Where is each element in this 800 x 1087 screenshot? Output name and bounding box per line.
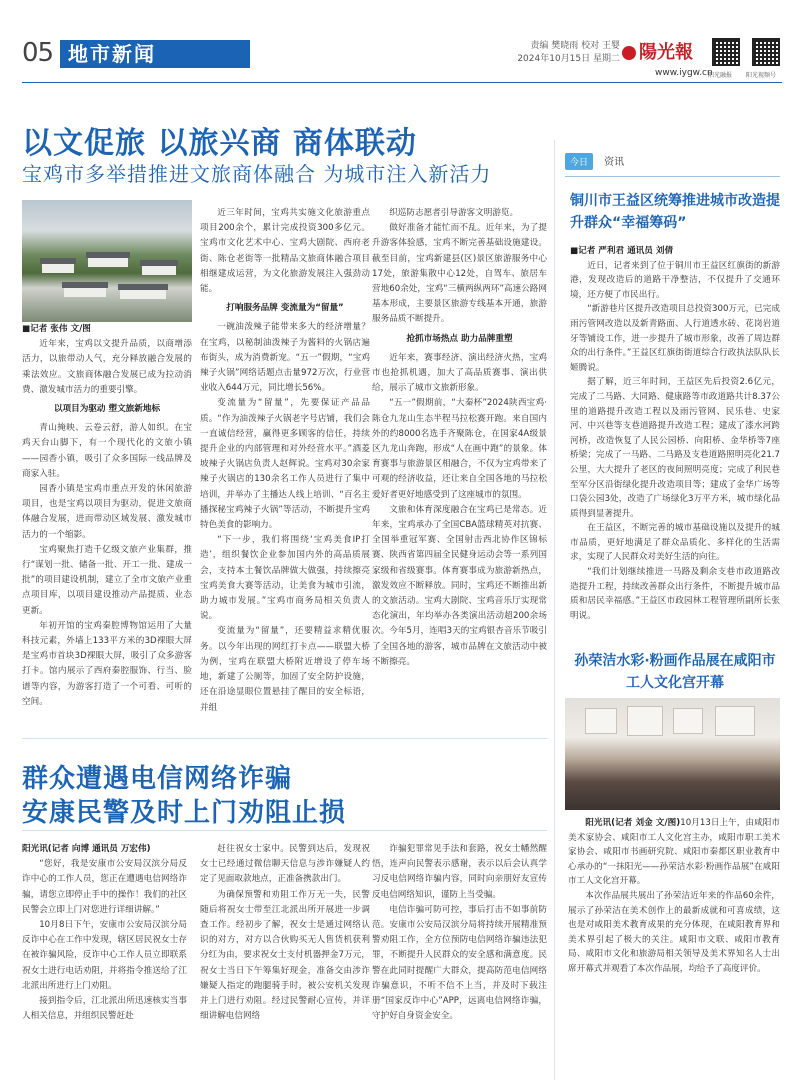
paragraph: 年初开馆的宝鸡秦腔博物馆运用了大量科技元素，外墙上133平方米的3D裸眼大屏是宝鸡市首块3D裸眼大屏，吸引了众多游客打卡。馆内展示了西府秦腔服饰、行当、脸谱等内容，为游客打造了一个可看、可听的空间。 xyxy=(22,620,192,707)
right-divider xyxy=(565,176,780,177)
byline: ■记者 张伟 文/图 xyxy=(22,324,91,334)
paragraph: 据了解，近三年时间，王益区先后投资2.6亿元，完成了二马路、大同路、健康路等市政道路共计8.37公里的道路提升改造工程以及雨污管网、民乐巷、史家河、中兴巷等支巷道路提升改造工程；建成了漆水河跨河桥，改造恢复了人民公园桥、向阳桥、金华桥等7座桥梁；完成了一马路、二马路及支巷道路照明亮化21.7公里，大大提升了老区的夜间照明亮度；完成了利民巷至军分区沿街绿化提升改造项目等；建成了金华广场等口袋公园3处，改造了广场绿化3万平方米，城市绿化品质得到显著提升。 xyxy=(570,377,780,519)
qr-code-icon[interactable] xyxy=(752,38,780,66)
article1-column-2 xyxy=(200,206,370,716)
paragraph: 一碗油泼辣子能带来多大的经济增量？在宝鸡，以秘制油泼辣子为酱料的火锅店遍布街头，成为消费新宠。“五一”假期，“宝鸡辣子火锅”网络话题点击量972万次，行业营业收入644万元，同比增长56%。 xyxy=(200,322,370,394)
paragraph: 变流量为“留量”，还要精益求精优服务。以今年出现的网红打卡点——联盟大桥为例，宝鸡在联盟大桥附近增设了停车场地，新建了公厕等，加固了安全防护设施，还在沿途显眼位置悬挂了醒目的安全标语，并组 xyxy=(200,626,370,713)
article-divider xyxy=(22,830,547,831)
article-divider xyxy=(22,738,547,739)
paragraph: 为确保预警和劝阻工作万无一失，民警随后将祝女士带至江北派出所开展进一步调查工作。经初步了解，祝女士是通过网络认识的对方，对方以合伙购买无人售货机获利分红为由，要求祝女士支付机器押金7万元，祝女士当日下午筹集好现金，准备交由涉诈嫌疑人指定的跑腿骑手时，被公安机关发现并上门进行劝阻。经过民警耐心宣传，并详细讲解电信网络 xyxy=(200,889,370,1022)
paragraph: “我们计划继续推进一马路及剩余支巷市政道路改造提升工程，持续改善群众出行条件，不断提升城市品质和居民幸福感。”王益区市政园林工程管理所副所长张明说。 xyxy=(570,567,780,621)
qr-code-icon[interactable] xyxy=(712,38,740,66)
paragraph: 接到指令后，江北派出所迅速核实当事人相关信息，并组织民警赶赴 xyxy=(22,996,187,1022)
paragraph: “您好，我是安康市公安局汉滨分局反诈中心的工作人员，您正在遭遇电信网络诈骗，请您立即停止手中的操作！我们的社区民警会立即上门对您进行详细讲解。” xyxy=(22,859,187,915)
logo-text: 陽光報 xyxy=(639,42,693,63)
paragraph: 做好准备才能忙而不乱。近年来，为了提升游客体验感，宝鸡不断完善基础设施建设。截至目前，宝鸡新建县(区)景区旅游服务中心17处，旅游集散中心12处，自驾车、旅居车营地60余处，宝鸡“三横两纵两环”高速公路网基本形成，主要景区旅游专线基本开通，旅游服务品质不断提升。 xyxy=(372,223,547,325)
byline: 阳光讯(记者 向博 通讯员 万宏伟) xyxy=(22,844,151,854)
right-article1-body xyxy=(570,244,780,623)
article2-headline-line2: 安康民警及时上门劝阻止损 xyxy=(22,798,347,828)
paragraph: 宝鸡聚焦打造千亿级文旅产业集群，推行“谋划一批、储备一批、开工一批、建成一批”的项目建设机制，建立了全市文旅产业重点项目库，以项目建设推动产品提质、业态更新。 xyxy=(22,544,192,616)
newspaper-logo xyxy=(622,38,693,64)
page-number: 05 xyxy=(22,38,54,68)
article2-column-3 xyxy=(372,842,547,1024)
paragraph: 青山掩映、云卷云舒，游人如织。在宝鸡天台山脚下，有一个现代化的文旅小镇——园香小镇，吸引了众多国际一线品牌及商家入驻。 xyxy=(22,423,192,479)
paragraph: 近年来，宝鸡以文提升品质，以商增添活力，以旅带动人气，充分释放融合发展的乘法效应。文旅商体融合发展已成为拉动消费、激发城市活力的重要引擎。 xyxy=(22,339,192,395)
article1-subheadline: 宝鸡市多举措推进文旅商体融合 为城市注入新活力 xyxy=(22,162,492,186)
paragraph: 在王益区，不断完善的城市基础设施以及提升的城市品质，更好地满足了群众品质化、多样化的生活需求，实现了人民群众对美好生活的向往。 xyxy=(570,523,780,563)
subheading: 打响服务品牌 变流量为“留量” xyxy=(226,303,344,314)
article2-column-2 xyxy=(200,842,370,1024)
right-article2-headline: 孙荣洁水彩·粉画作品展在咸阳市工人文化宫开幕 xyxy=(574,653,776,691)
article1-headline: 以文促旅 以旅兴商 商体联动 xyxy=(22,126,417,161)
header-divider xyxy=(22,82,782,83)
right-article1-headline: 铜川市王益区统筹推进城市改造提升群众“幸福筹码” xyxy=(570,193,780,231)
sun-icon xyxy=(622,46,636,60)
qr-caption: 阳光融报 xyxy=(708,72,733,79)
paragraph: 10月8日下午，安康市公安局汉滨分局反诈中心在工作中发现，辖区居民祝女士存在被诈骗风险，反诈中心工作人员立即联系祝女士进行电话劝阻，并将指令推送给了江北派出所进行上门劝阻。 xyxy=(22,920,187,991)
editors-line: 责编 樊晓雨 校对 王婴 xyxy=(530,41,620,51)
paragraph: 诈骗犯罪常见手法和套路，祝女士幡然醒悟，连声向民警表示感谢，表示以后会认真学习反电信网络诈骗内容，同时向亲朋好友宣传反电信网络知识，谨防上当受骗。 xyxy=(372,844,547,900)
article1-column-3 xyxy=(372,206,547,670)
qr-caption: 阳光视频号 xyxy=(746,72,777,79)
article2-column-1 xyxy=(22,842,187,1024)
today-badge: 今日 xyxy=(565,153,593,170)
exhibition-photo xyxy=(565,698,780,810)
paragraph: “新游巷片区提升改造项目总投资300万元，已完成雨污管网改造以及新青路面、人行道透水砖、花岗岩道牙等铺设工作，进一步提升了城市形象，改善了周边群众的出行条件。”王益区红旗街街道综合行政执法队队长姬腾说。 xyxy=(570,304,780,373)
paragraph: 近年来，赛事经济、演出经济火热，宝鸡市也抢抓机遇，加大了高品质赛事、演出供给，展示了城市文旅新形象。 xyxy=(372,352,547,394)
subheading: 以项目为驱动 塑文旅新地标 xyxy=(53,404,161,415)
byline: 阳光讯(记者 刘金 文/图) xyxy=(585,818,681,828)
paragraph: 赶往祝女士家中。民警到达后，发现祝女士已经通过微信聊天信息与涉诈嫌疑人约定了见面取款地点，正准备携款出门。 xyxy=(200,844,370,885)
paragraph: 10月13日上午，由咸阳市美术家协会、咸阳市工人文化宫主办，咸阳市职工美术家协会、咸阳市书画研究院、咸阳市秦都区职业教育中心承办的“一抹阳光——孙荣洁水彩·粉画作品展”在咸阳市工人文化宫开幕。 xyxy=(568,818,780,887)
paragraph: “五一”假期前，“大秦杯”2024陕西宝鸡·陈仓九龙山生态半程马拉松赛开跑。来自国内外的约8000名选手齐聚陈仓，在国家4A级景区九龙山奔跑，形成“人在画中跑”的景象。体育赛事与旅游景区相融合，不仅为宝鸡带来了可观的经济收益，还让来自全国各地的马拉松爱好者更好地感受到了这座城市的氛围。 xyxy=(372,398,547,500)
site-url[interactable]: www.iygw.cn xyxy=(655,68,713,78)
paragraph: 近三年时间，宝鸡共实施文化旅游重点项目200余个，累计完成投资300多亿元。宝鸡市文化艺术中心、宝鸡大剧院、西府老街、陈仓老街等一批精品文旅商体融合项目相继建成运营，为文化旅游发展注入强劲动能。 xyxy=(200,208,370,295)
subheading: 抢抓市场热点 助力品牌重塑 xyxy=(406,333,513,344)
village-photo xyxy=(22,200,192,322)
paragraph: 织巡防志愿者引导游客文明游览。 xyxy=(389,208,519,218)
paragraph: 变流量为“留量”，先要保证产品品质。“作为油泼辣子火锅老字号店铺，我们会一直诚信经营，赢得更多顾客的信任，持续提升企业的内部管理和对外经营水平。”酒菱坡辣子火锅店负责人赵辉说。宝鸡对30余家辣子火锅店的130余名工作人员进行了集中培训，并举办了主播达人线上培训、“百名主播探秘宝鸡辣子火锅”等活动，不断提升宝鸡特色美食的影响力。 xyxy=(200,398,370,531)
paragraph: 本次作品展共展出了孙荣洁近年来的作品60余件，展示了孙荣洁在美术创作上的最新成就和可喜成绩，这也是对咸阳美术教育成果的充分体现，在咸阳教育界和美术界引起了极大的关注。咸阳市文联、咸阳市教育局、咸阳市文化和旅游局相关领导及美术界知名人士出席开幕式并观看了本次作品展，均给予了高度评价。 xyxy=(568,890,780,974)
paragraph: 近日，记者来到了位于铜川市王益区红旗街的新游港，发现改造后的道路干净整洁，不仅提升了交通环境，还方便了市民出行。 xyxy=(570,260,780,300)
date-line: 2024年10月15日 星期二 xyxy=(517,54,620,64)
paragraph: 园香小镇是宝鸡市重点开发的休闲旅游项目，也是宝鸡以项目为驱动，促进文旅商体融合发展，进而带动区域发展、激发城市活力的一个缩影。 xyxy=(22,484,192,540)
today-label: 资讯 xyxy=(604,157,625,168)
today-news-tag xyxy=(565,150,685,168)
paragraph: 电信诈骗可防可控，事后打击不如事前防范。安康市公安局汉滨分局将持续开展精准预警劝阻工作，全方位预防电信网络诈骗违法犯罪，不断提升人民群众的安全感和满意度。民警在此同时提醒广大群众，提高防范电信网络诈骗意识，不听不信不上当，并及时下载注册“国家反诈中心”APP，远离电信网络诈骗，守护好自身资金安全。 xyxy=(372,904,547,1022)
column-divider xyxy=(554,140,555,1080)
header-meta xyxy=(470,40,620,66)
section-title: 地市新闻 xyxy=(60,40,250,68)
article1-column-1 xyxy=(22,322,192,710)
article2-headline-line1: 群众遭遇电信网络诈骗 xyxy=(22,764,293,794)
paragraph: “下一步，我们将围绕‘宝鸡美食IP打造’，组织餐饮企业参加国内外的高品质展会，支持本土餐饮品牌做大做强，持续擦亮宝鸡美食大赛等活动，让美食为城市引流，助力城市发展。”宝鸡市商务局相关负责人说。 xyxy=(200,535,370,622)
paragraph: 文旅和体育深度融合在宝鸡已是常态。近年来，宝鸡承办了全国CBA篮球精英对抗赛、全国举重冠军赛、全国射击西北协作区锦标赛、陕西省第四届全民健身运动会等一系列国家级和省级赛事。体育赛事成为旅游新热点，激发效应不断释放。同时，宝鸡还不断推出新的文旅活动。宝鸡大剧院、宝鸡音乐厅实现常态化演出，年均举办各类演出活动超200余场次。今年5月，连唱3天的宝鸡银杏音乐节吸引了全国各地的游客，城市品牌在文旅活动中被不断擦亮。 xyxy=(372,504,547,667)
byline: ■记者 严利君 通讯员 刘倩 xyxy=(570,246,674,256)
right-article2-body xyxy=(568,816,780,977)
